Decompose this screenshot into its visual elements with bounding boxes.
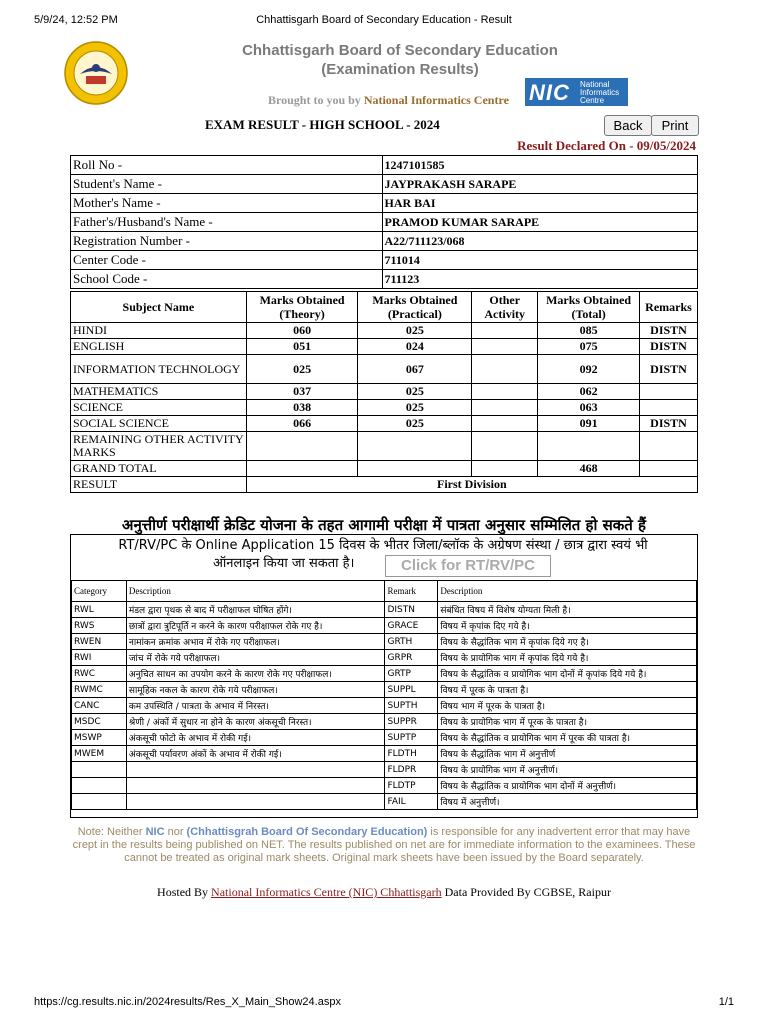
theory-marks: 038 — [246, 400, 358, 416]
practical-marks: 024 — [358, 339, 472, 355]
info-label: School Code - — [71, 270, 383, 289]
total-marks: 085 — [538, 323, 640, 339]
category-description: अंकसूची पर्यावरण अंकों के अभाव में रोकी गई। — [126, 746, 385, 762]
remark-description: विषय के सैद्धांतिक भाग में अनुत्तीर्ण — [438, 746, 697, 762]
brought-org-link[interactable]: National Informatics Centre — [363, 93, 509, 107]
remark-description: विषय में पूरक के पात्रता है। — [438, 682, 697, 698]
codes-col-category: Category — [72, 581, 127, 602]
theory-marks: 025 — [246, 355, 358, 384]
category-description: जांच में रोके गये परीक्षाफल। — [126, 650, 385, 666]
category-code: RWL — [72, 602, 127, 618]
remark-code: GRACE — [385, 618, 438, 634]
online-application-notice — [70, 537, 696, 573]
category-code: CANC — [72, 698, 127, 714]
hosted-by: Hosted By National Informatics Centre (NIC) Chhattisgarh Data Provided By CGBSE, Raipur — [157, 885, 611, 899]
info-value: JAYPRAKASH SARAPE — [382, 175, 697, 194]
category-code: RWC — [72, 666, 127, 682]
remarks: DISTN — [640, 339, 698, 355]
nic-logo-subtext: National Informatics Centre — [580, 80, 620, 105]
print-page-number: 1/1 — [718, 996, 734, 1008]
remark-description: संबंधित विषय में विशेष योग्यता मिली है। — [438, 602, 697, 618]
code-row — [72, 650, 697, 666]
category-description — [126, 794, 385, 810]
theory-marks — [246, 432, 358, 461]
remarks — [640, 432, 698, 461]
code-row — [72, 714, 697, 730]
col-theory: Marks Obtained (Theory) — [246, 292, 358, 323]
total-marks: 092 — [538, 355, 640, 384]
category-description: कम उपस्थिति / पात्रता के अभाव में निरस्त। — [126, 698, 385, 714]
other-activity-marks — [472, 416, 538, 432]
category-description: नामांकन क्रमांक अभाव में रोके गए परीक्षाफल। — [126, 634, 385, 650]
code-row — [72, 634, 697, 650]
nic-logo-text: NIC — [529, 80, 570, 105]
category-code: MSDC — [72, 714, 127, 730]
info-value: 711014 — [382, 251, 697, 270]
subject-name: ENGLISH — [71, 339, 247, 355]
col-other-activity: Other Activity — [472, 292, 538, 323]
subject-row — [71, 432, 698, 461]
total-marks: 063 — [538, 400, 640, 416]
practical-marks: 025 — [358, 323, 472, 339]
practical-marks: 067 — [358, 355, 472, 384]
remarks: DISTN — [640, 355, 698, 384]
category-code: MWEM — [72, 746, 127, 762]
remarks — [640, 384, 698, 400]
credit-scheme-notice: अनुत्तीर्ण परीक्षार्थी क्रेडिट योजना के तहत आगामी परीक्षा में पात्रता अनुसार सम्मिलित हो सकते हैं — [122, 516, 646, 534]
code-row — [72, 730, 697, 746]
info-label: Registration Number - — [71, 232, 383, 251]
board-subtitle: (Examination Results) — [321, 61, 479, 78]
info-value: A22/711123/068 — [382, 232, 697, 251]
remark-codes-table — [71, 580, 697, 810]
info-label: Roll No - — [71, 156, 383, 175]
remark-description: विषय के प्रायोगिक भाग में कृपांक दिये गये है। — [438, 650, 697, 666]
theory-marks: 051 — [246, 339, 358, 355]
remark-description: विषय के सैद्धांतिक व प्रायोगिक भाग में पूरक की पात्रता है। — [438, 730, 697, 746]
practical-marks — [358, 432, 472, 461]
subject-row — [71, 416, 698, 432]
category-code: RWS — [72, 618, 127, 634]
remark-code: SUPPL — [385, 682, 438, 698]
info-value: PRAMOD KUMAR SARAPE — [382, 213, 697, 232]
other-activity-marks — [472, 339, 538, 355]
remark-code: FAIL — [385, 794, 438, 810]
codes-col-description: Description — [126, 581, 385, 602]
remark-code: GRTH — [385, 634, 438, 650]
brought-by — [268, 93, 509, 108]
student-info-table — [70, 155, 698, 289]
remarks: DISTN — [640, 416, 698, 432]
grand-total-row — [71, 461, 698, 477]
code-row — [72, 778, 697, 794]
practical-marks: 025 — [358, 416, 472, 432]
info-label: Center Code - — [71, 251, 383, 270]
print-button[interactable]: Print — [651, 115, 699, 136]
theory-marks: 060 — [246, 323, 358, 339]
codes-col-remark: Remark — [385, 581, 438, 602]
remark-code: SUPPR — [385, 714, 438, 730]
brought-prefix: Brought to you by — [268, 93, 364, 107]
info-label: Mother's Name - — [71, 194, 383, 213]
result-value: First Division — [246, 477, 697, 493]
subject-row — [71, 355, 698, 384]
theory-marks: 037 — [246, 384, 358, 400]
other-activity-marks — [472, 384, 538, 400]
subject-row — [71, 339, 698, 355]
subject-name: MATHEMATICS — [71, 384, 247, 400]
codes-col-remark-description: Description — [438, 581, 697, 602]
info-value: 1247101585 — [382, 156, 697, 175]
online-notice-line1: RT/RV/PC के Online Application 15 दिवस के भीतर जिला/ब्लॉक के अग्रेषण संस्था / छात्र द्वारा स्वयं भी — [118, 538, 648, 553]
print-page-title: Chhattisgarh Board of Secondary Education - Result — [256, 14, 512, 26]
total-marks — [538, 432, 640, 461]
practical-marks: 025 — [358, 384, 472, 400]
category-description: मंडल द्वारा पृथक से बाद में परीक्षाफल घोषित होंगे। — [126, 602, 385, 618]
cgbse-seal-icon — [62, 40, 130, 106]
code-row — [72, 618, 697, 634]
category-description: अनुचित साधन का उपयोग करने के कारण रोके गए परीक्षाफल। — [126, 666, 385, 682]
result-declared-date: Result Declared On - 09/05/2024 — [517, 138, 696, 153]
category-code: RWEN — [72, 634, 127, 650]
result-label: RESULT — [71, 477, 247, 493]
grand-total-label: GRAND TOTAL — [71, 461, 247, 477]
theory-marks: 066 — [246, 416, 358, 432]
other-activity-marks — [472, 355, 538, 384]
remark-code: GRTP — [385, 666, 438, 682]
student-info-row — [71, 194, 698, 213]
other-activity-marks — [472, 323, 538, 339]
remark-description: विषय में अनुत्तीर्ण। — [438, 794, 697, 810]
student-info-row — [71, 270, 698, 289]
subject-row — [71, 400, 698, 416]
category-description: श्रेणी / अंकों में सुधार ना होने के कारण अंकसूची निरस्त। — [126, 714, 385, 730]
remark-code: DISTN — [385, 602, 438, 618]
nic-logo — [525, 78, 628, 106]
category-code — [72, 762, 127, 778]
subject-name: REMAINING OTHER ACTIVITY MARKS — [71, 432, 247, 461]
category-description: अंकसूची फोटो के अभाव में रोकी गई। — [126, 730, 385, 746]
category-description: छात्रों द्वारा त्रुटिपूर्ति न करने के कारण परीक्षाफल रोके गए है। — [126, 618, 385, 634]
remarks — [640, 400, 698, 416]
code-row — [72, 666, 697, 682]
rt-rv-pc-button[interactable]: Click for RT/RV/PC — [385, 555, 551, 577]
subject-name: INFORMATION TECHNOLOGY — [71, 355, 247, 384]
subject-row — [71, 384, 698, 400]
student-info-row — [71, 175, 698, 194]
col-subject-name: Subject Name — [71, 292, 247, 323]
remark-code: FLDTP — [385, 778, 438, 794]
note-nic: NIC — [145, 826, 165, 838]
total-marks: 075 — [538, 339, 640, 355]
col-practical: Marks Obtained (Practical) — [358, 292, 472, 323]
col-total: Marks Obtained (Total) — [538, 292, 640, 323]
other-activity-marks — [472, 400, 538, 416]
remark-description: विषय के सैद्धांतिक भाग में कृपांक दिये गए है। — [438, 634, 697, 650]
category-description — [126, 778, 385, 794]
remark-description: विषय भाग में पूरक के पात्रता है। — [438, 698, 697, 714]
code-row — [72, 682, 697, 698]
disclaimer-note: Note: Neither NIC nor (Chhattisgrah Board Of Secondary Education) is responsible for any inadvertent error that may have crept in the results being published on NET. The results published on net are for immediate information to the examinees. These cannot be treated as original mark sheets. Original mark sheets have been issued by the Board separately. — [72, 826, 696, 864]
code-row — [72, 762, 697, 778]
remark-code: SUPTH — [385, 698, 438, 714]
grand-total-value: 468 — [538, 461, 640, 477]
subject-name: SCIENCE — [71, 400, 247, 416]
remark-description: विषय के सैद्धांतिक व प्रायोगिक भाग दोनों में कृपांक दिये गये है। — [438, 666, 697, 682]
marks-table — [70, 291, 698, 493]
info-label: Father's/Husband's Name - — [71, 213, 383, 232]
board-title — [200, 41, 600, 79]
total-marks: 062 — [538, 384, 640, 400]
student-info-row — [71, 213, 698, 232]
subject-name: SOCIAL SCIENCE — [71, 416, 247, 432]
remark-code: SUPTP — [385, 730, 438, 746]
info-value: HAR BAI — [382, 194, 697, 213]
category-code: MSWP — [72, 730, 127, 746]
category-code: RWMC — [72, 682, 127, 698]
category-description: सामूहिक नकल के कारण रोके गये परीक्षाफल। — [126, 682, 385, 698]
student-info-row — [71, 232, 698, 251]
exam-title: EXAM RESULT - HIGH SCHOOL - 2024 — [205, 117, 440, 132]
code-row — [72, 698, 697, 714]
remark-code: FLDTH — [385, 746, 438, 762]
category-code — [72, 778, 127, 794]
other-activity-marks — [472, 432, 538, 461]
subject-name: HINDI — [71, 323, 247, 339]
remark-description: विषय के प्रायोगिक भाग में अनुत्तीर्ण। — [438, 762, 697, 778]
print-url: https://cg.results.nic.in/2024results/Res_X_Main_Show24.aspx — [34, 996, 341, 1008]
nic-chhattisgarh-link[interactable]: National Informatics Centre (NIC) Chhattisgarh — [211, 885, 442, 899]
total-marks: 091 — [538, 416, 640, 432]
remark-description: विषय के प्रायोगिक भाग में पूरक के पात्रता है। — [438, 714, 697, 730]
note-board: (Chhattisgrah Board Of Secondary Education) — [186, 826, 428, 838]
info-value: 711123 — [382, 270, 697, 289]
category-code: RWI — [72, 650, 127, 666]
remark-code: GRPR — [385, 650, 438, 666]
practical-marks: 025 — [358, 400, 472, 416]
board-name: Chhattisgarh Board of Secondary Education — [242, 42, 558, 59]
col-remarks: Remarks — [640, 292, 698, 323]
remark-code: FLDPR — [385, 762, 438, 778]
print-datetime: 5/9/24, 12:52 PM — [34, 14, 118, 26]
code-row — [72, 794, 697, 810]
online-notice-line2: ऑनलाइन किया जा सकता है। — [213, 556, 355, 571]
code-row — [72, 602, 697, 618]
remark-description: विषय के सैद्धांतिक व प्रायोगिक भाग दोनों में अनुत्तीर्ण। — [438, 778, 697, 794]
student-info-row — [71, 251, 698, 270]
subject-row — [71, 323, 698, 339]
category-description — [126, 762, 385, 778]
remarks: DISTN — [640, 323, 698, 339]
result-row — [71, 477, 698, 493]
remark-description: विषय में कृपांक दिए गये है। — [438, 618, 697, 634]
back-button[interactable]: Back — [604, 115, 652, 136]
code-row — [72, 746, 697, 762]
info-label: Student's Name - — [71, 175, 383, 194]
category-code — [72, 794, 127, 810]
student-info-row — [71, 156, 698, 175]
